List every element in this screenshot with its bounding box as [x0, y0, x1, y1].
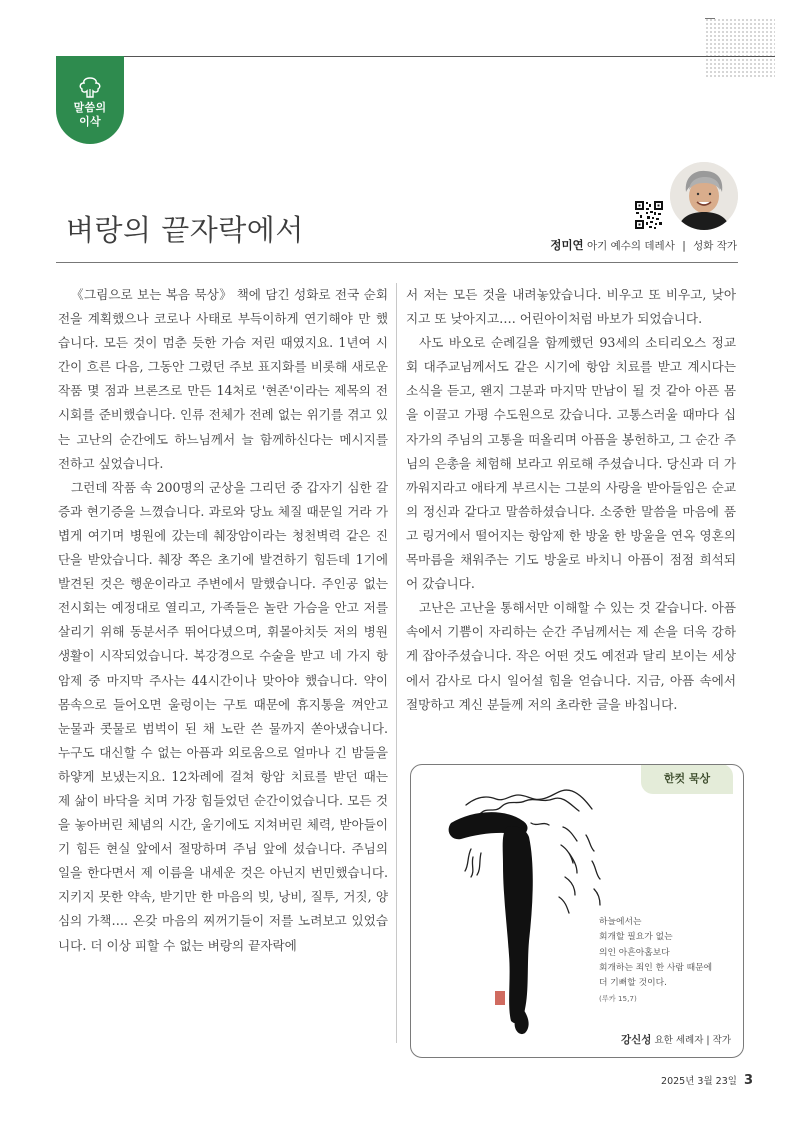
page-number: 3 — [743, 1073, 753, 1088]
verse-line: 더 기뻐할 것이다. — [599, 978, 667, 989]
article-right-column — [406, 283, 736, 717]
top-rule — [60, 56, 775, 57]
qr-code-icon[interactable] — [634, 200, 664, 230]
author-byline — [550, 237, 737, 253]
author-affiliation: 아기 예수의 데레사 — [587, 240, 675, 252]
meditation-box — [410, 764, 744, 1058]
author-name: 정미연 — [550, 238, 584, 252]
author-role: 성화 작가 — [693, 240, 737, 252]
title-rule — [56, 262, 738, 263]
paragraph: 서 저는 모든 것을 내려놓았습니다. 비우고 또 비우고, 낮아지고 또 낮아지고…. 어린아이처럼 바보가 되었습니다. — [406, 287, 736, 327]
artist-baptismal-name: 요한 세례자 — [654, 1035, 704, 1046]
section-badge — [56, 56, 124, 144]
article-left-column — [58, 283, 388, 958]
meditation-tag: 한컷 묵상 — [641, 764, 733, 794]
verse-line: 하늘에서는 — [599, 917, 642, 927]
verse-line: 의인 아흔아홉보다 — [599, 947, 670, 958]
paragraph: 사도 바오로 순례길을 함께했던 93세의 소티리오스 정교회 대주교님께서도 같은 시기에 항암 치료를 받고 계시다는 소식을 듣고, 왠지 그분과 마지막 만남이 될 것 같아 아픈 몸을 이끌고 가평 수도원으로 갔습니다. 고통스러울 때마다 십자가의 주님의 고통을 떠올리며 아픔을 봉헌하고, 그 순간 주님의 은총을 체험해 보라고 위로해 주셨습니다. 당신과 더 가까워지라고 애타게 부르시는 그분의 사랑을 받아들임은 순교의 정신과 같다고 말씀하셨습니다. 소중한 말씀을 마음에 품고 링거에서 떨어지는 항암제 한 방울 한 방울을 연옥 영혼의 목마름을 채워주는 기도 방울로 바치니 아픔이 점점 희석되어 갔습니다. — [406, 335, 736, 592]
author-portrait — [670, 162, 738, 230]
calligraphy-artwork — [411, 765, 743, 1057]
artist-name: 강신성 — [621, 1034, 652, 1046]
issue-date: 2025년 3월 23일 — [661, 1076, 737, 1087]
artist-role: 작가 — [712, 1035, 731, 1046]
author-separator: | — [682, 240, 686, 252]
paragraph: 그런데 작품 속 200명의 군상을 그리던 중 갑자기 심한 갈증과 현기증을 느꼈습니다. 과로와 당뇨 체질 때문일 거라 가볍게 여기며 병원에 갔는데 췌장암이라는 청천벽력 같은 진단을 받았습니다. 췌장 쪽은 초기에 발견하기 힘든데 1기에 발견된 것은 행운이라고 주변에서 말했습니다. 주인공 없는 전시회는 예정대로 열리고, 가족들은 놀란 가슴을 안고 저를 살리기 위해 동분서주 뛰어다녔으며, 휘몰아치듯 저의 병원 생활이 시작되었습니다. 복강경으로 수술을 받고 네 가지 항암제 중 마지막 주사는 44시간이나 맞아야 했습니다. 약이 몸속으로 들어오면 울렁이는 구토 때문에 휴지통을 껴안고 눈물과 콧물로 범벅이 된 채 노란 쓴 물까지 쏟아냈습니다. 누구도 대신할 수 없는 아픔과 외로움으로 얼마나 긴 밤들을 하얗게 보냈는지요. 12차례에 걸쳐 항암 치료를 받던 때는 제 삶이 바닥을 치며 가장 힘들었던 순간이었습니다. 모든 것을 놓아버린 체념의 시간, 울기에도 지쳐버린 체력, 받아들이기 힘든 현실 앞에서 절망하며 주님 앞에 섰습니다. 주님의 일을 한다면서 제 이름을 내세운 것은 아닌지 번민했습니다. 지키지 못한 약속, 받기만 한 마음의 빚, 낭비, 질투, 거짓, 양심의 가책…. 온갖 마음의 찌꺼기들이 저를 노려보고 있었습니다. 더 이상 피할 수 없는 벼랑의 끝자락에 — [58, 479, 388, 953]
page-footer — [661, 1073, 753, 1088]
corner-dot-pattern — [705, 18, 775, 78]
paragraph: 《그림으로 보는 복음 묵상》 책에 담긴 성화로 전국 순회전을 계획했으나 코로나 사태로 부득이하게 연기해야 만 했습니다. 모든 것이 멈춘 듯한 가슴 저린 때였지요. 1년여 시간이 흐른 다음, 그동안 그렸던 주보 표지화를 비롯해 새로운 작품 몇 점과 브론즈로 만든 14처로 '현존'이라는 제목의 전시회를 준비했습니다. 인류 전체가 전례 없는 위기를 겪고 있는 고난의 순간에도 하느님께서 늘 함께하신다는 메시지를 전하고 싶었습니다. — [58, 287, 388, 471]
verse-reference: (루카 15,7) — [599, 994, 637, 1004]
verse-line: 회개할 필요가 없는 — [599, 932, 673, 943]
article-title: 벼랑의 끝자락에서 — [66, 213, 304, 247]
badge-line-1: 말씀의 — [73, 101, 107, 114]
tree-icon — [77, 76, 103, 100]
scripture-verse — [599, 915, 712, 1007]
artist-separator: | — [706, 1035, 710, 1046]
paragraph: 고난은 고난을 통해서만 이해할 수 있는 것 같습니다. 아픔 속에서 기쁨이 자리하는 순간 주님께서는 제 손을 더욱 강하게 잡아주셨습니다. 작은 어떤 것도 예전과 달리 보이는 세상에서 감사로 다시 일어설 힘을 얻습니다. 지금, 아픔 속에서 절망하고 계신 분들께 저의 초라한 글을 바칩니다. — [406, 600, 736, 712]
badge-line-2: 이삭 — [79, 115, 101, 128]
verse-line: 회개하는 죄인 한 사람 때문에 — [599, 962, 713, 973]
artist-credit — [621, 1032, 731, 1047]
column-divider — [396, 283, 397, 1043]
